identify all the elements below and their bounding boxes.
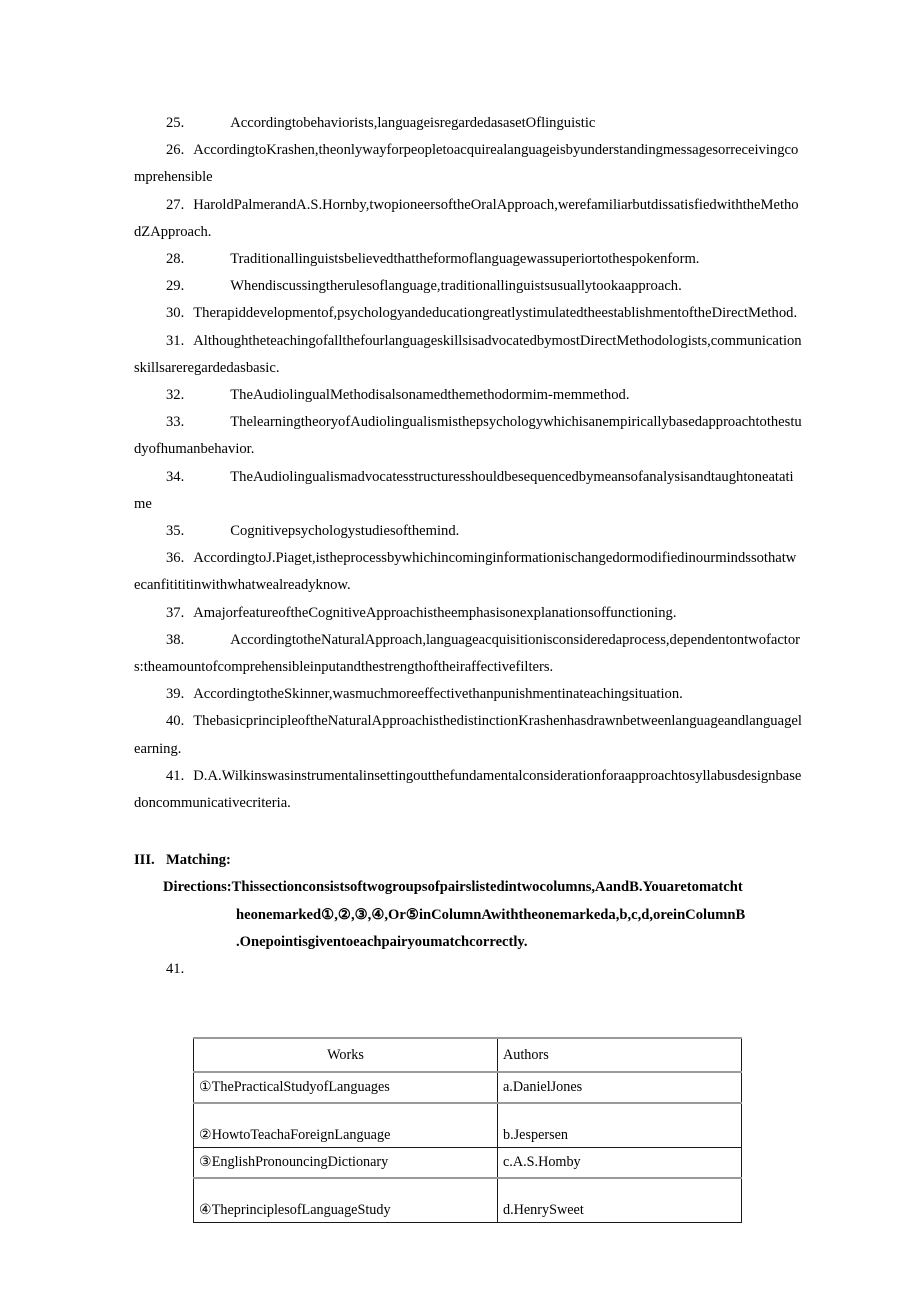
item-text: AccordingtoJ.Piaget,istheprocessbywhichincominginformationischangedormodifiedinourmindssothatwecanfitititinwithwhatwealreadyknow. — [134, 550, 797, 594]
item-number: 28. — [166, 251, 185, 268]
item-number: 30. — [166, 305, 185, 322]
item-number: 41. — [166, 767, 185, 784]
list-item — [134, 192, 802, 246]
item-text: AmajorfeatureoftheCognitiveApproachistheemphasisonexplanationsoffunctioning. — [193, 604, 677, 621]
section-title: Matching: — [166, 852, 231, 869]
item-text: ThelearningtheoryofAudiolingualismisthepsychologywhichisanempiricallybasedapproachtothestudyofhumanbehavior. — [134, 414, 802, 458]
item-number: 29. — [166, 278, 185, 295]
item-text: Therapiddevelopmentof,psychologyandeducationgreatlystimulatedtheestablishmentoftheDirectMethod. — [193, 305, 798, 322]
section-numeral: III. — [134, 852, 155, 869]
item-number: 32. — [166, 387, 185, 404]
item-number: 27. — [166, 196, 185, 213]
cell-work: ④TheprinciplesofLanguageStudy — [194, 1178, 498, 1223]
item-number: 38. — [166, 631, 185, 648]
item-text: Cognitivepsychologystudiesofthemind. — [230, 523, 460, 540]
item-text: Traditionallinguistsbelievedthattheformoflanguagewassuperiortothespokenform. — [230, 251, 700, 268]
list-item — [134, 708, 802, 762]
section-heading — [134, 817, 802, 874]
directions-line-2: heonemarked①,②,③,④,Or⑤inColumnAwiththeonemarkeda,b,c,d,oreinColumnB — [236, 906, 746, 923]
list-item — [134, 600, 802, 627]
item-text: Accordingtobehaviorists,languageisregardedasasetOflinguistic — [230, 115, 596, 131]
item-number: 33. — [166, 414, 185, 431]
list-item — [134, 681, 802, 708]
list-item — [134, 110, 802, 137]
matching-table — [193, 1037, 742, 1223]
directions-block — [134, 874, 802, 956]
cell-author: a.DanielJones — [498, 1072, 742, 1103]
item-text: AccordingtotheSkinner,wasmuchmoreeffectivethanpunishmentinateachingsituation. — [193, 686, 683, 703]
table-header-row — [194, 1038, 742, 1072]
item-number: 31. — [166, 332, 185, 349]
list-item — [134, 328, 802, 382]
cell-author: d.HenrySweet — [498, 1178, 742, 1223]
column-header-authors: Authors — [498, 1038, 742, 1072]
cell-author: b.Jespersen — [498, 1103, 742, 1148]
item-number: 37. — [166, 604, 185, 621]
list-item — [134, 273, 802, 300]
item-number: 40. — [166, 713, 185, 730]
table-row — [194, 1103, 742, 1148]
item-number: 34. — [166, 468, 185, 485]
item-text: AccordingtotheNaturalApproach,languageacquisitionisconsideredaprocess,dependentontwofactors:theamountofcomprehensibleinputandthestrengthoftheiraffectivefilters. — [134, 631, 801, 676]
list-item — [134, 464, 802, 518]
question-label: 41. — [166, 961, 185, 978]
list-item — [134, 300, 802, 327]
list-item — [134, 382, 802, 409]
table-row — [194, 1072, 742, 1103]
directions-line-1: Directions:Thissectionconsistsoftwogroupsofpairslistedintwocolumns,AandB.Youaretomatcht — [163, 879, 743, 896]
cell-work: ③EnglishPronouncingDictionary — [194, 1148, 498, 1179]
directions-line-3: .Onepointisgiventoeachpairyoumatchcorrectly. — [236, 933, 528, 950]
item-number: 25. — [166, 115, 185, 131]
cell-work: ②HowtoTeachaForeignLanguage — [194, 1103, 498, 1148]
item-number: 35. — [166, 523, 185, 540]
item-text: D.A.Wilkinswasinstrumentalinsettingoutthefundamentalconsiderationforaapproachtosyllabusdesignbasedoncommunicativecriteria. — [134, 767, 802, 812]
cell-work: ①ThePracticalStudyofLanguages — [194, 1072, 498, 1103]
item-text: AlthoughtheteachingofallthefourlanguageskillsisadvocatedbymostDirectMethodologists,communicationskillsareregardedasbasic. — [134, 332, 802, 376]
table-body — [194, 1072, 742, 1223]
item-number: 26. — [166, 142, 185, 159]
column-header-works: Works — [194, 1038, 498, 1072]
list-item — [134, 246, 802, 273]
table-row — [194, 1148, 742, 1179]
item-text: HaroldPalmerandA.S.Hornby,twopioneersoftheOralApproach,werefamiliarbutdissatisfiedwiththeMethodZApproach. — [134, 196, 799, 240]
item-text: ThebasicprincipleoftheNaturalApproachisthedistinctionKrashenhasdrawnbetweenlanguageandlanguagelearning. — [134, 713, 802, 757]
list-item — [134, 627, 802, 681]
list-item — [134, 518, 802, 545]
item-number: 36. — [166, 550, 185, 567]
item-text: AccordingtoKrashen,theonlywayforpeopletoacquirealanguageisbyunderstandingmessagesorreceivingcomprehensible — [134, 142, 799, 186]
matching-table-wrapper — [193, 1037, 741, 1223]
item-number: 39. — [166, 686, 185, 703]
list-item — [134, 545, 802, 599]
cell-author: c.A.S.Homby — [498, 1148, 742, 1179]
item-text: TheAudiolingualMethodisalsonamedthemethodormim-memmethod. — [230, 387, 630, 404]
item-text: Whendiscussingtherulesoflanguage,traditionallinguistsusuallytookaapproach. — [230, 278, 682, 295]
table-header — [194, 1038, 742, 1072]
item-text: TheAudiolingualismadvocatesstructuresshouldbesequencedbymeansofanalysisandtaughtoneatatime — [134, 468, 794, 512]
document-body — [134, 110, 802, 983]
list-item — [134, 409, 802, 463]
list-item — [134, 137, 802, 191]
list-item — [134, 763, 802, 817]
table-row — [194, 1178, 742, 1223]
